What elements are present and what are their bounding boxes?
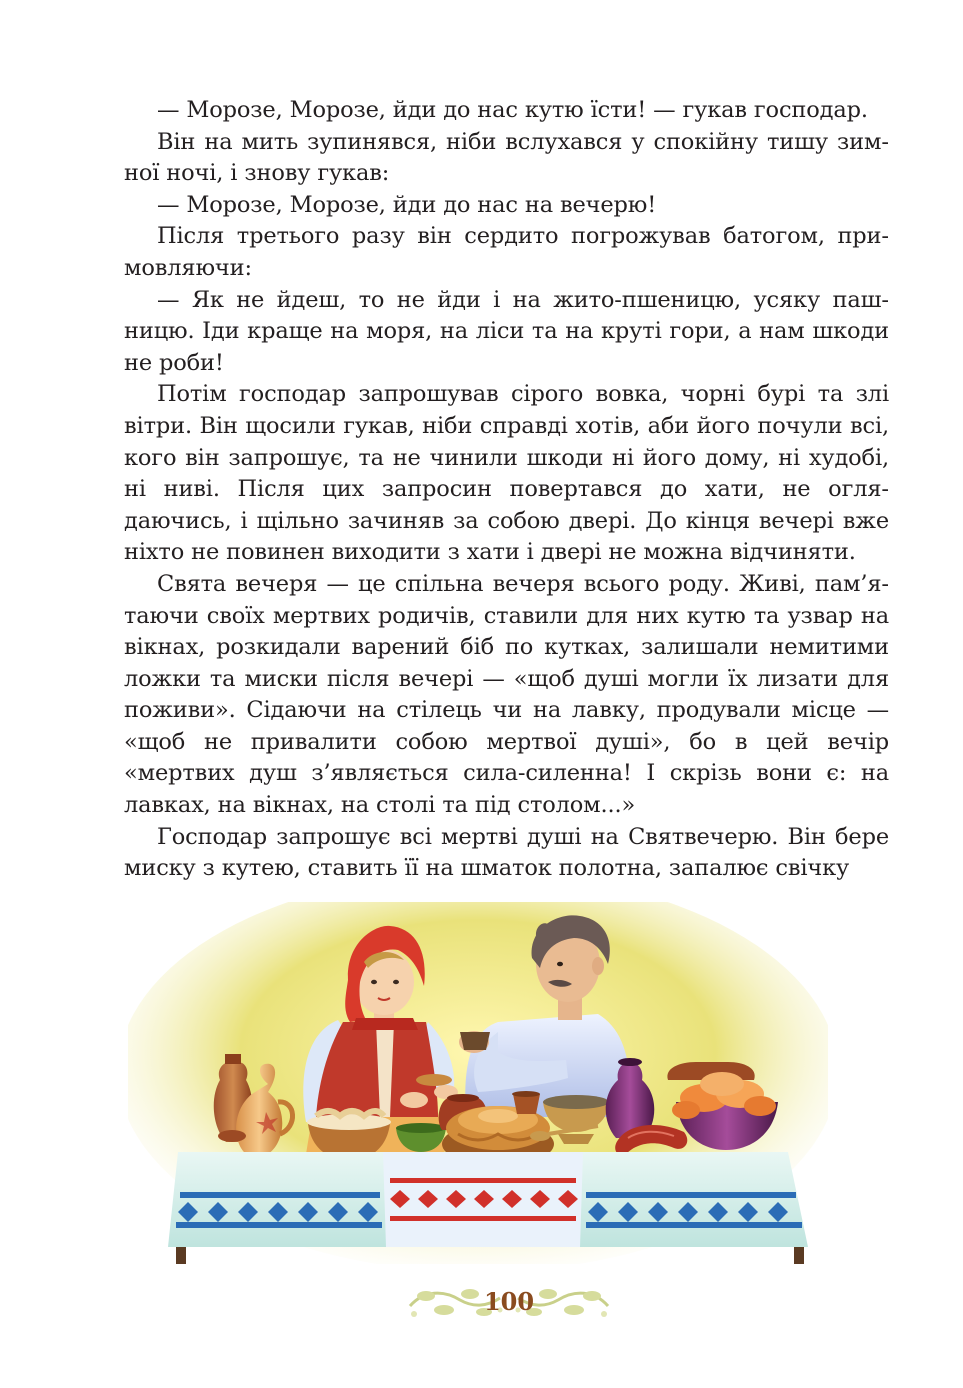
body-text xyxy=(124,95,889,885)
paragraph-1: — Морозе, Морозе, йди до нас кутю їсти! — гукав господар. xyxy=(157,97,868,123)
paragraph-6: Потім господар запрошував сірого вовка, чорні бурі та злі вітри. Він щосили гукав, ніби справді хотів, аби його почули всі, кого він запрошує, та не чинили шкоди ні його дому, ні худобі, ні ниві. Після цих запросин повертався до хати, не оглядаючись, і щільно зачиняв за собою двері. До кінця вечері вже ніхто не повинен виходити з хати і двері не можна відчиняти. xyxy=(124,381,889,566)
christmas-eve-illustration xyxy=(128,902,828,1264)
paragraph-4: Після третього разу він сердито погрожував батогом, примовляючи: xyxy=(124,223,889,281)
paragraph-7: Свята вечеря — це спільна вечеря всього роду. Живі, пам’ятаючи своїх мертвих родичів, ставили для них кутю та узвар на вікнах, розкидали варений біб по кутках, залишали немитими ложки та миски після вечері — «щоб душі могли їх лизати для поживи». Сідаючи на стілець чи на лавку, продували місце — «щоб не привалити собою мертвої душі», бо в цей вечір «мертвих душ з’являється сила-силенна! І скрізь вони є: на лавках, на вікнах, на столі та під столом...» xyxy=(124,570,889,819)
page-footer xyxy=(404,1280,614,1324)
illustration-svg xyxy=(128,902,828,1264)
page-number: 100 xyxy=(483,1287,535,1316)
paragraph-5: — Як не йдеш, то не йди і на жито-пшеницю, усяку пашницю. Іди краще на моря, на ліси та на круті гори, а нам шкоди не роби! xyxy=(124,286,889,376)
paragraph-3: — Морозе, Морозе, йди до нас на вечерю! xyxy=(157,191,657,218)
paragraph-2: Він на мить зупинявся, ніби вслухався у спокійну тишу зимної ночі, і знову гукав: xyxy=(124,128,889,187)
paragraph-8: Господар запрошує всі мертві душі на Святвечерю. Він бере миску з кутею, ставить її на шматок полотна, запалює свічку xyxy=(124,823,889,882)
